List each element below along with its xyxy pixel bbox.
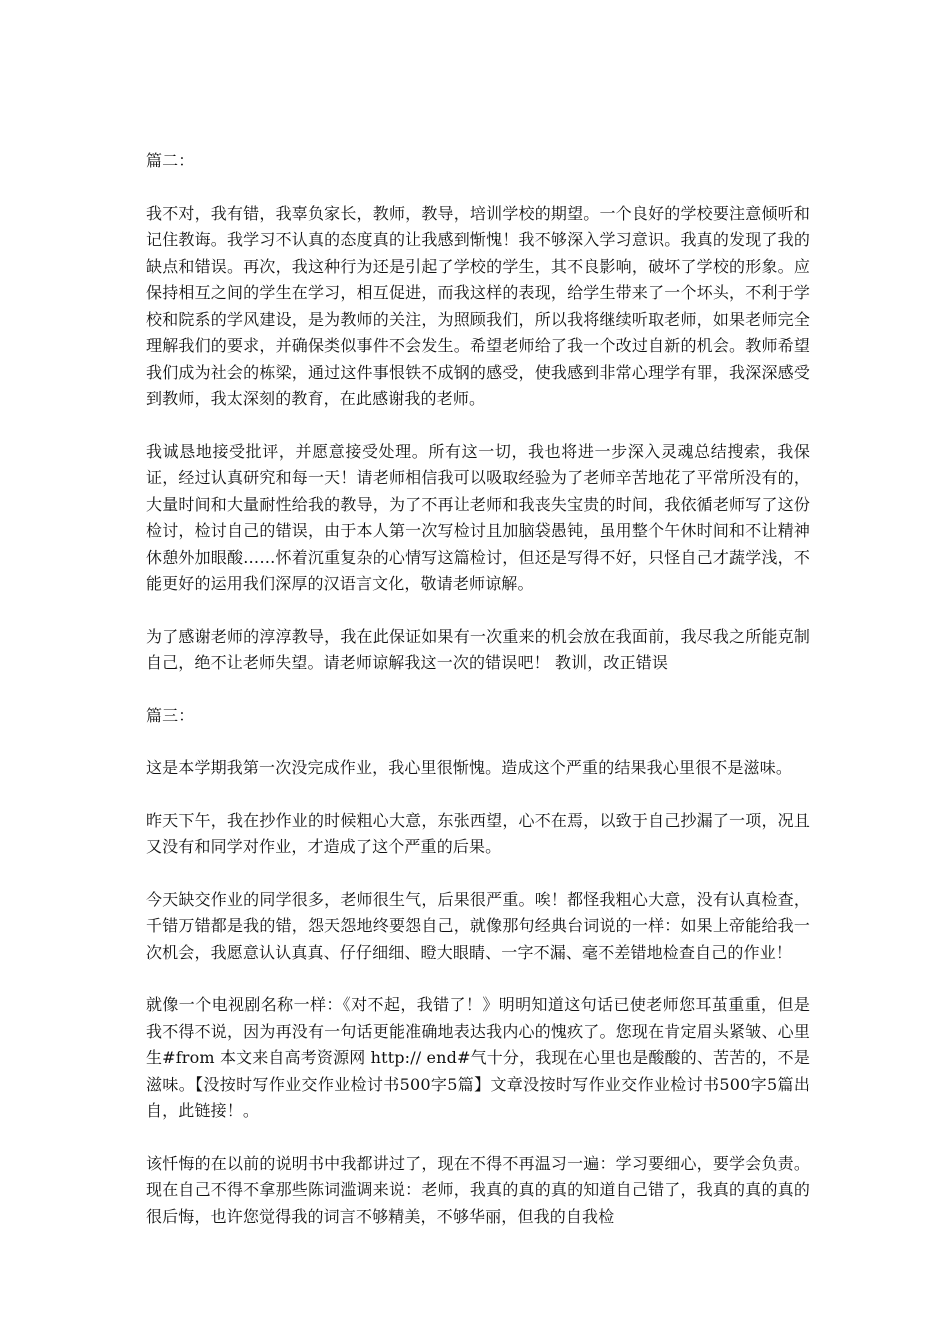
section-heading: 篇二： xyxy=(146,151,195,170)
paragraph: 就像一个电视剧名称一样：《对不起，我错了！》明明知道这句话已使老师您耳茧重重，但是我不得不说，因为再没有一句话更能准确地表达我内心的愧疚了。您现在肯定眉头紧皱、心里生#from 本文来自高考资源网 http:// end#气十分，我现在心里也是酸酸的、苦苦的，不是滋味。【没按时写作业交作业检讨书500字5篇】文章没按时写作业交作业检讨书500字5篇出自，此链接！。 xyxy=(146,995,810,1120)
document-body xyxy=(146,148,810,1256)
paragraph: 这是本学期我第一次没完成作业，我心里很惭愧。造成这个严重的结果我心里很不是滋味。 xyxy=(146,758,793,777)
paragraph: 今天缺交作业的同学很多，老师很生气，后果很严重。唉！都怪我粗心大意，没有认真检查，千错万错都是我的错，怨天怨地终要怨自己，就像那句经典台词说的一样：如果上帝能给我一次机会，我愿意认认真真、仔仔细细、瞪大眼睛、一字不漏、毫不差错地检查自己的作业！ xyxy=(146,889,810,962)
section-2 xyxy=(146,148,810,677)
section-3 xyxy=(146,703,810,1231)
paragraph: 我诚恳地接受批评，并愿意接受处理。所有这一切，我也将进一步深入灵魂总结搜索，我保证，经过认真研究和每一天！请老师相信我可以吸取经验为了老师辛苦地花了平常所没有的，大量时间和大量耐性给我的教导，为了不再让老师和我丧失宝贵的时间，我依循老师写了这份检讨，检讨自己的错误，由于本人第一次写检讨且加脑袋愚钝，虽用整个午休时间和不让精神休憩外加眼酸……怀着沉重复杂的心情写这篇检讨，但还是写得不好，只怪自己才蔬学浅，不能更好的运用我们深厚的汉语言文化，敬请老师谅解。 xyxy=(146,441,810,593)
paragraph: 该忏悔的在以前的说明书中我都讲过了，现在不得不再温习一遍：学习要细心，要学会负责。现在自己不得不拿那些陈词滥调来说：老师，我真的真的真的知道自己错了，我真的真的真的很后悔，也许您觉得我的词言不够精美，不够华丽，但我的自我检 xyxy=(146,1153,810,1226)
paragraph: 我不对，我有错，我辜负家长，教师，教导，培训学校的期望。一个良好的学校要注意倾听和记住教诲。我学习不认真的态度真的让我感到惭愧！我不够深入学习意识。我真的发现了我的缺点和错误。再次，我这种行为还是引起了学校的学生，其不良影响，破坏了学校的形象。应保持相互之间的学生在学习，相互促进，而我这样的表现，给学生带来了一个坏头，不利于学校和院系的学风建设，是为教师的关注，为照顾我们，所以我将继续听取老师，如果老师完全理解我们的要求，并确保类似事件不会发生。希望老师给了我一个改过自新的机会。教师希望我们成为社会的栋梁，通过这件事恨铁不成钢的感受，使我感到非常心理学有罪，我深深感受到教师，我太深刻的教育，在此感谢我的老师。 xyxy=(146,203,810,408)
paragraph: 昨天下午，我在抄作业的时候粗心大意，东张西望，心不在焉，以致于自己抄漏了一项，况且又没有和同学对作业，才造成了这个严重的后果。 xyxy=(146,810,810,856)
section-heading: 篇三： xyxy=(146,705,195,725)
paragraph: 为了感谢老师的淳淳教导，我在此保证如果有一次重来的机会放在我面前，我尽我之所能克制自己，绝不让老师失望。请老师谅解我这一次的错误吧！ 教训，改正错误 xyxy=(146,626,810,672)
